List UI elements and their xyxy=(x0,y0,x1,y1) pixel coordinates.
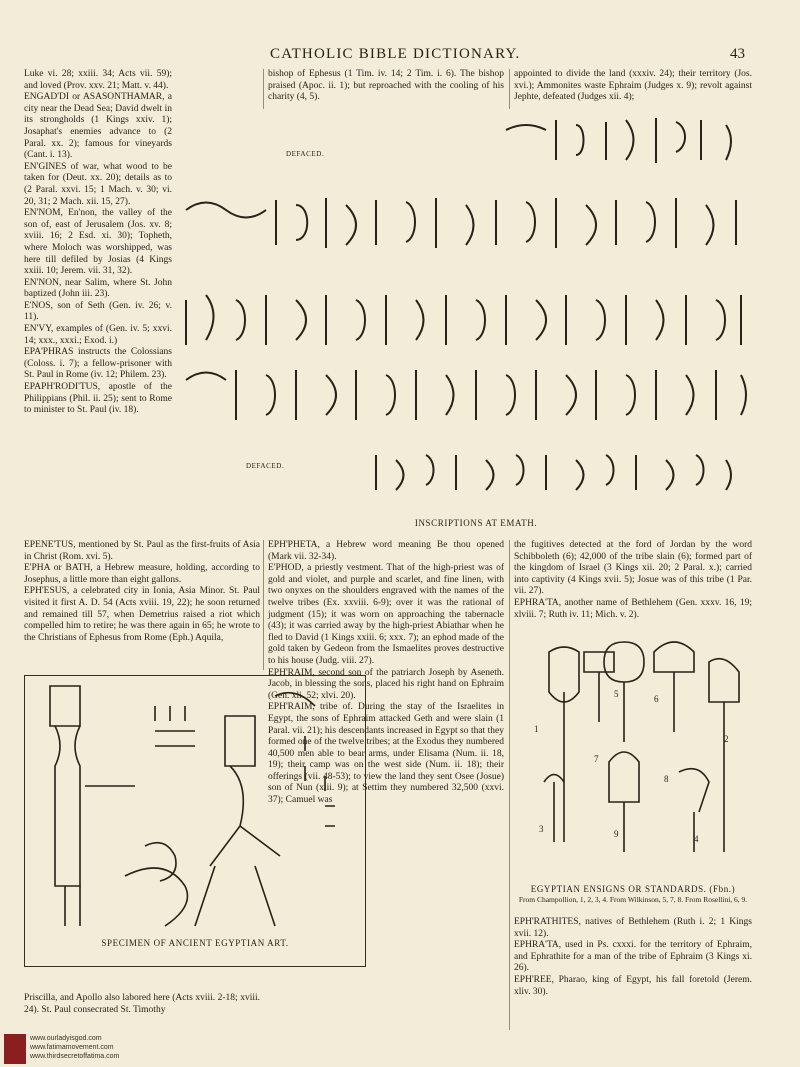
column-rule xyxy=(509,540,510,1030)
entry: appointed to divide the land (xxxiv. 24); their territory (Jos. xvi.); Ammonites waste Ephraim (Judges x. 9); revolt against Jephte, defeated (Judges xii. 4); xyxy=(514,69,752,103)
column-rule xyxy=(263,69,264,109)
column-rule xyxy=(509,69,510,109)
entry: ENGAD'DI or ASASONTHAMAR, a city near the Dead Sea; David dwelt in its strongholds (1 Kings xxiv. 1); Josaphat's enemies advance to (2 Paral. xx. 2); famous for vineyards (Cant. i. 13). xyxy=(24,92,172,161)
svg-text:9: 9 xyxy=(614,829,619,839)
defaced-label-top: DEFACED. xyxy=(286,150,325,158)
entry: Luke vi. 28; xxiii. 34; Acts vii. 59); and loved (Prov. xxv. 21; Matt. v. 44). xyxy=(24,69,172,91)
entry: E'PHA or BATH, a Hebrew measure, holding, according to Josephus, a little more than eight gallons. xyxy=(24,563,260,585)
entry: E'NOS, son of Seth (Gen. iv. 26; v. 11). xyxy=(24,300,172,323)
entry: EPHRA'TA, used in Ps. cxxxi. for the territory of Ephraim, and Ephrathite for a man of the tribe of Ephraim (3 Kings xi. 26). xyxy=(514,940,752,974)
column-1-top xyxy=(24,69,172,417)
entry: Priscilla, and Apollo also labored here (Acts xviii. 2-18; xviii. 24). St. Paul consecrated St. Timothy xyxy=(24,993,260,1015)
column-1-bottom xyxy=(24,993,260,1016)
column-rule xyxy=(263,540,264,670)
site-logo xyxy=(4,1034,26,1064)
ensigns-caption: EGYPTIAN ENSIGNS OR STANDARDS. xyxy=(530,884,707,894)
entry: EPHRA'TA, another name of Bethlehem (Gen. xxxv. 16, 19; xlviii. 7; Ruth iv. 11; Mich. v. 2). xyxy=(514,597,752,620)
art-caption: SPECIMEN OF ANCIENT EGYPTIAN ART. xyxy=(101,938,289,948)
svg-text:6: 6 xyxy=(654,694,659,704)
running-title: CATHOLIC BIBLE DICTIONARY. xyxy=(270,46,521,62)
entry: EN'NOM, En'non, the valley of the son of, east of Jerusalem (Jos. xv. 8; xviii. 16; 2 Esd. xi. 30); Topheth, where Moloch was worshipped, was here till defiled by Josias (4 Kings xxiii. 10; Jerem. vii. 31, 32). xyxy=(24,208,172,277)
entry: EPAPH'RODI'TUS, apostle of the Philippians (Phil. ii. 25); sent to Rome to minister to St. Paul (iv. 18). xyxy=(24,382,172,416)
entry: EPH'REE, Pharao, king of Egypt, his fall foretold (Jerem. xliv. 30). xyxy=(514,974,752,997)
column-3-bottom xyxy=(514,917,752,998)
svg-text:3: 3 xyxy=(539,824,544,834)
svg-text:5: 5 xyxy=(614,689,619,699)
footer-url[interactable]: www.fatimamovement.com xyxy=(30,1044,114,1051)
column-1-middle xyxy=(24,540,260,644)
svg-text:7: 7 xyxy=(594,754,599,764)
svg-text:4: 4 xyxy=(694,834,699,844)
entry: EPENE'TUS, mentioned by St. Paul as the first-fruits of Asia in Christ (Rom. xvi. 5). xyxy=(24,540,260,562)
hieroglyph-inscription-image xyxy=(176,110,754,510)
column-3-top xyxy=(514,69,752,104)
entry: EN'GINES of war, what wood to be taken for (Deut. xx. 20); details as to (2 Paral. xxvi. 15; 1 Mach. v. 30; vi. 20, 31; 2 Mach. xii. 15, 27). xyxy=(24,161,172,207)
entry: EN'VY, examples of (Gen. iv. 5; xxvi. 14; xxx., xxxi.; Exod. i.) xyxy=(24,324,172,346)
entry: the fugitives detected at the ford of Jordan by the word Schibboleth (6); 42,000 of the tribe slain (6); formed part of the kingdom of Israel (3 Kings xii. 20; 2 Paral. x.); carried into captivity (4 Kings xvii. 5); Josue was of this tribe (1 Par. vii. 27). xyxy=(514,540,752,597)
entry: EN'NON, near Salim, where St. John baptized (John iii. 23). xyxy=(24,277,172,300)
entry: EPH'RAIM, tribe of. During the stay of the Israelites in Egypt, the sons of Ephraim attacked Geth and were slain (1 Paral. vii. 21); his descendants increased in Egypt so that they formed one of the twelve tribes; at the Exodus they numbered 40,500 men able to bear arms, under Elisama (Num. ii. 18, 19); their camp was on the west side (Num. ii. 18); their offerings (vii. 48-53); to view the land they sent Osee (Josue) son of Nun (xiii. 9); at Settim they numbered 32,500 (xxvi. 37); Camuel was xyxy=(268,702,504,806)
svg-text:2: 2 xyxy=(724,734,729,744)
ensigns-caption-row xyxy=(514,884,752,894)
entry: EPH'ESUS, a celebrated city in Ionia, Asia Minor. St. Paul visited it first A. D. 54 (Acts xviii. 19, 22); he soon returned and remained till 57, when Demetrius raised a riot which compelled him to retire; he was there again in 65; he wrote to the Christians of Ephesus from Rome (Eph.) Aquila, xyxy=(24,586,260,643)
svg-text:8: 8 xyxy=(664,774,669,784)
column-2-middle xyxy=(268,540,504,807)
footer-urls xyxy=(30,1034,119,1061)
ensigns-source: (Fbn.) xyxy=(709,884,736,894)
defaced-label-bottom: DEFACED. xyxy=(246,462,285,470)
entry: EPA'PHRAS instructs the Colossians (Coloss. i. 7); a fellow-prisoner with St. Paul in Rome (iv. 12; Philem. 23). xyxy=(24,347,172,381)
svg-text:1: 1 xyxy=(534,724,539,734)
entry: E'PHOD, a priestly vestment. That of the high-priest was of gold and violet, and purple and scarlet, and fine linen, with two onyxes on the shoulders engraved with the names of the twelve tribes (Ex. xxviii. 6-9); over it was the rational of judgment (15); it was worn on approaching the tabernacle (43); it was carried away by the high-priest Abiathar when he fled to David (1 Kings xxiii. 6; xxx. 7); an ephod made of the gold taken by Gedeon from the Ismaelites proves destructive to his house (Judg. viii. 27). xyxy=(268,563,504,666)
egyptian-ensigns-illustration xyxy=(514,632,752,880)
page-header xyxy=(0,42,800,64)
entry: bishop of Ephesus (1 Tim. iv. 14; 2 Tim. i. 6). The bishop praised (Apoc. ii. 1); but reproached with the cooling of his charity (4, 5). xyxy=(268,69,504,103)
footer-url[interactable]: www.thirdsecretoffatima.com xyxy=(30,1053,120,1060)
entry: EPH'RATHITES, natives of Bethlehem (Ruth i. 2; 1 Kings xvii. 12). xyxy=(514,917,752,939)
ensigns-credits: From Champollion, 1, 2, 3, 4. From Wilkinson, 5, 7, 8. From Rosellini, 6, 9. xyxy=(518,895,748,904)
ensigns-image xyxy=(514,632,752,880)
page-number: 43 xyxy=(730,46,745,62)
entry: EPH'PHETA, a Hebrew word meaning Be thou opened (Mark vii. 32-34). xyxy=(268,540,504,562)
column-3-middle xyxy=(514,540,752,621)
inscription-illustration xyxy=(176,110,754,528)
inscription-caption: INSCRIPTIONS AT EMATH. xyxy=(414,518,538,528)
column-2-top xyxy=(268,69,504,104)
entry: EPH'RAIM, second son of the patriarch Joseph by Aseneth. Jacob, in blessing the sons, placed his right hand on Ephraim (Gen. xli. 52; xlvi. 20). xyxy=(268,667,504,701)
footer-url[interactable]: www.ourladyisgod.com xyxy=(30,1035,102,1042)
